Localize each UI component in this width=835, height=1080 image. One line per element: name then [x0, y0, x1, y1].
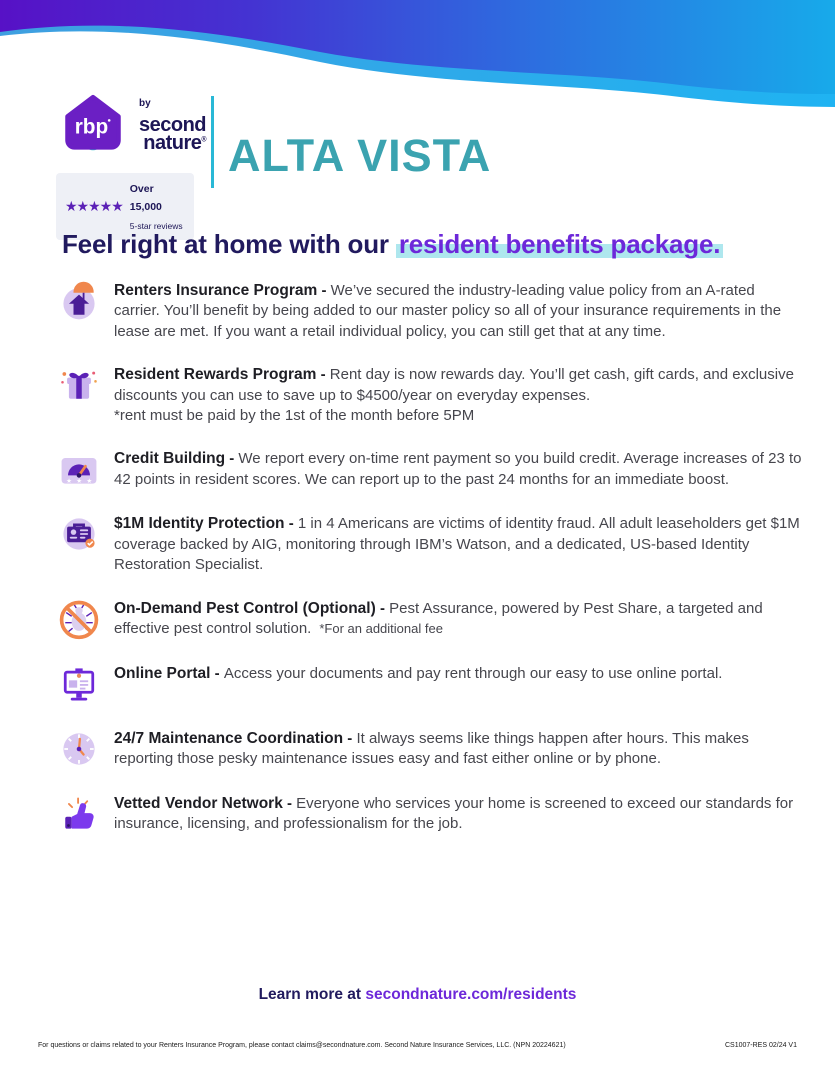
- benefit-identity-protection: $1M Identity Protection - 1 in 4 Americans are victims of identity fraud. All adult leaseholders get $1M coverage backed by AIG, monitoring through IBM’s Watson, and a dedicated, US-based Identity Restoration Specialist.: [57, 512, 802, 575]
- benefit-title: Resident Rewards Program: [114, 366, 317, 384]
- brand-word-nature: nature: [143, 132, 202, 155]
- headline-prefix: Feel right at home with our: [62, 229, 396, 259]
- benefit-description: 1 in 4 Americans are victims of identity fraud. All adult leaseholders get $1M coverage backed by AIG, monitoring through IBM’s Watson, and a dedicated, US-based Identity Restoration Specialist.: [114, 515, 800, 574]
- benefit-fee-note: *For an additional fee: [319, 620, 443, 636]
- reviews-count: Over 15,000: [129, 183, 162, 214]
- benefit-description: We’ve secured the industry-leading value policy from an A-rated carrier. You’ll benefit by being added to our master policy so all of your insurance requirements in the lease are met. If you want a retail individual policy, you can still get that at any time.: [114, 282, 782, 340]
- benefit-description: Pest Assurance, powered by Pest Share, a targeted and effective pest control solution.: [114, 599, 763, 637]
- benefit-maintenance: 24/7 Maintenance Coordination - It always seems like things happen after hours. This makes reporting those pesky maintenance issues easy and fast either online or by phone.: [57, 727, 802, 771]
- no-pests-icon: [57, 597, 101, 641]
- legal-fine-print: For questions or claims related to your Renters Insurance Program, please contact claims@secondnature.com. Second Nature Insurance Services, LLC. (NPN 20224621): [38, 1042, 566, 1049]
- benefit-online-portal: Online Portal - Access your documents and pay rent through our easy to use online portal.: [57, 662, 802, 706]
- five-star-rating-icon: ★★★★★: [65, 198, 123, 215]
- brand-name: [139, 98, 206, 154]
- reviews-label: 5-star reviews: [129, 220, 183, 231]
- credit-gauge-icon: [57, 447, 101, 491]
- headline-highlight: resident benefits package.: [396, 229, 723, 259]
- svg-text:★: ★: [86, 478, 93, 486]
- benefit-description: We report every on-time rent payment so you build credit. Average increases of 23 to 42 points in resident scores. We can report up to the past 24 months for an immediate boost.: [114, 450, 802, 488]
- brand-word-second: second: [139, 114, 207, 136]
- svg-text:★: ★: [66, 478, 72, 486]
- benefit-footnote: *rent must be paid by the 1st of the month before 5PM: [114, 406, 475, 424]
- learn-more-line: [0, 986, 835, 1004]
- svg-text:rbp: rbp: [74, 115, 109, 139]
- benefits-list: [57, 279, 802, 857]
- benefit-title: 24/7 Maintenance Coordination: [114, 729, 344, 747]
- learn-more-prefix: Learn more at: [258, 986, 366, 1003]
- page-title: [62, 229, 812, 260]
- benefit-vendor-network: Vetted Vendor Network - Everyone who services your home is screened to exceed our standards for insurance, licensing, and professionalism for the job.: [57, 792, 802, 836]
- brand-logo-block: [56, 88, 206, 240]
- renters-insurance-umbrella-house-icon: [57, 279, 101, 323]
- thumbs-up-icon: [57, 792, 101, 836]
- svg-text:★: ★: [76, 478, 82, 486]
- id-card-shield-icon: [57, 512, 101, 556]
- registered-mark: ®: [201, 136, 207, 144]
- document-code: CS1007-RES 02/24 V1: [725, 1042, 797, 1049]
- benefit-title: Renters Insurance Program: [114, 282, 318, 299]
- benefit-renters-insurance: Renters Insurance Program - We’ve secured the industry-leading value policy from an A-rated carrier. You’ll benefit by being added to our master policy so all of your insurance requirements in the lease are met. If you want a retail individual policy, you can still get that at any time.: [57, 279, 802, 342]
- benefit-title: On-Demand Pest Control (Optional): [114, 599, 376, 617]
- online-portal-monitor-icon: [57, 662, 101, 706]
- benefit-description: It always seems like things happen after hours. This makes reporting those pesky maintenance issues easy and fast either online or by phone.: [114, 729, 749, 767]
- benefit-title: Online Portal: [114, 664, 211, 682]
- residents-link[interactable]: secondnature.com/residents: [365, 986, 577, 1003]
- brand-by-label: by: [139, 98, 151, 109]
- rbp-logo-icon: [56, 88, 130, 167]
- clock-icon: [57, 727, 101, 771]
- benefit-pest-control: On-Demand Pest Control (Optional) - Pest Assurance, powered by Pest Share, a targeted and effective pest control solution. *For an additional fee: [57, 597, 802, 641]
- property-name: ALTA VISTA: [228, 130, 492, 181]
- benefit-title: Credit Building: [114, 450, 226, 468]
- benefit-resident-rewards: Resident Rewards Program - Rent day is now rewards day. You’ll get cash, gift cards, and exclusive discounts you can use to save up to $4500/year on everyday expenses. *rent must be paid by the 1st of the month before 5PM: [57, 363, 802, 426]
- header-divider: [211, 96, 214, 188]
- benefit-credit-building: ★ ★ ★ Credit Building - We report every on-time rent payment so you build credit. Average increases of 23 to 42 points in resident scores. We can report up to the past 24 months for an immediate boost.: [57, 447, 802, 491]
- benefit-description: Rent day is now rewards day. You’ll get cash, gift cards, and exclusive discounts you can use to save up to $4500/year on everyday expenses.: [114, 366, 794, 404]
- benefit-description: Everyone who services your home is screened to exceed our standards for insurance, licensing, and professionalism for the job.: [114, 794, 794, 832]
- benefit-title: $1M Identity Protection: [114, 515, 285, 533]
- benefit-description: Access your documents and pay rent through our easy to use online portal.: [223, 664, 723, 682]
- benefit-title: Vetted Vendor Network: [114, 794, 283, 812]
- rewards-gift-icon: [57, 363, 101, 407]
